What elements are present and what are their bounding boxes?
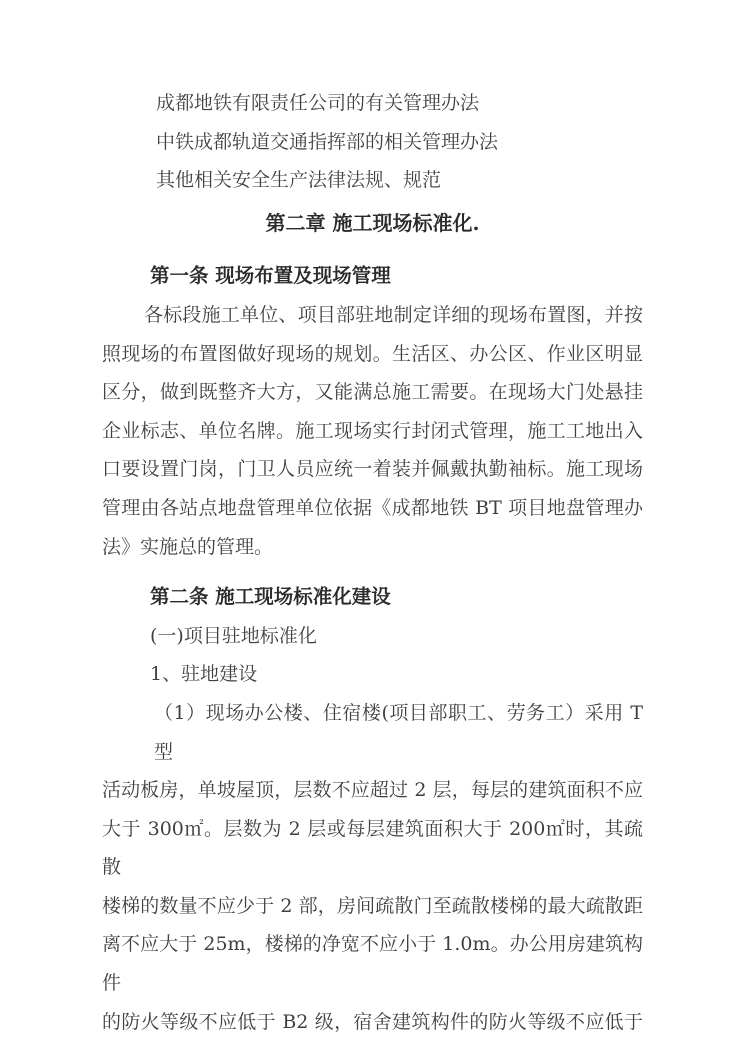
paragraph-line: 大于 300㎡。层数为 2 层或每层建筑面积大于 200㎡时，其疏散 [102, 817, 643, 879]
document-text-block [102, 84, 643, 1041]
article-2-heading: 第二条 施工现场标准化建设 [150, 585, 391, 609]
article-1-heading: 第一条 现场布置及现场管理 [150, 264, 391, 288]
paragraph-line: 法》实施总的管理。 [102, 535, 274, 558]
paragraph-line: （1）现场办公楼、住宿楼(项目部职工、劳务工）采用 T 型 [154, 701, 643, 763]
paragraph-line: 企业标志、单位名牌。施工现场实行封闭式管理，施工工地出入 [102, 419, 643, 442]
paragraph-line: 区分，做到既整齐大方，又能满总施工需要。在现场大门处悬挂 [102, 381, 643, 404]
paragraph-line: 离不应大于 25m，楼梯的净宽不应小于 1.0m。办公用房建筑构件 [102, 933, 643, 995]
paragraph-line: 楼梯的数量不应少于 2 部，房间疏散门至疏散楼梯的最大疏散距 [102, 894, 643, 917]
paragraph-line: 口要设置门岗，门卫人员应统一着装并佩戴执勤袖标。施工现场 [102, 458, 643, 481]
paragraph-line: 的防火等级不应低于 B2 级，宿舍建筑构件的防火等级不应低于 [102, 1010, 643, 1033]
paragraph-line: 照现场的布置图做好现场的规划。生活区、办公区、作业区明显 [102, 342, 643, 365]
paragraph-line: 管理由各站点地盘管理单位依据《成都地铁 BT 项目地盘管理办 [102, 496, 643, 519]
sub-item-camp-construction: 1、驻地建设 [150, 663, 258, 686]
chapter-2-heading: 第二章 施工现场标准化. [265, 210, 480, 235]
paragraph-line: 各标段施工单位、项目部驻地制定详细的现场布置图，并按 [144, 303, 643, 326]
paragraph-line: 活动板房，单坡屋顶，层数不应超过 2 层，每层的建筑面积不应 [102, 779, 643, 802]
list-item-regulation-2: 中铁成都轨道交通指挥部的相关管理办法 [156, 130, 499, 153]
sub-item-site-standardization: (一)项目驻地标准化 [150, 624, 317, 647]
list-item-regulation-3: 其他相关安全生产法律法规、规范 [156, 169, 442, 192]
list-item-regulation-1: 成都地铁有限责任公司的有关管理办法 [156, 92, 480, 114]
